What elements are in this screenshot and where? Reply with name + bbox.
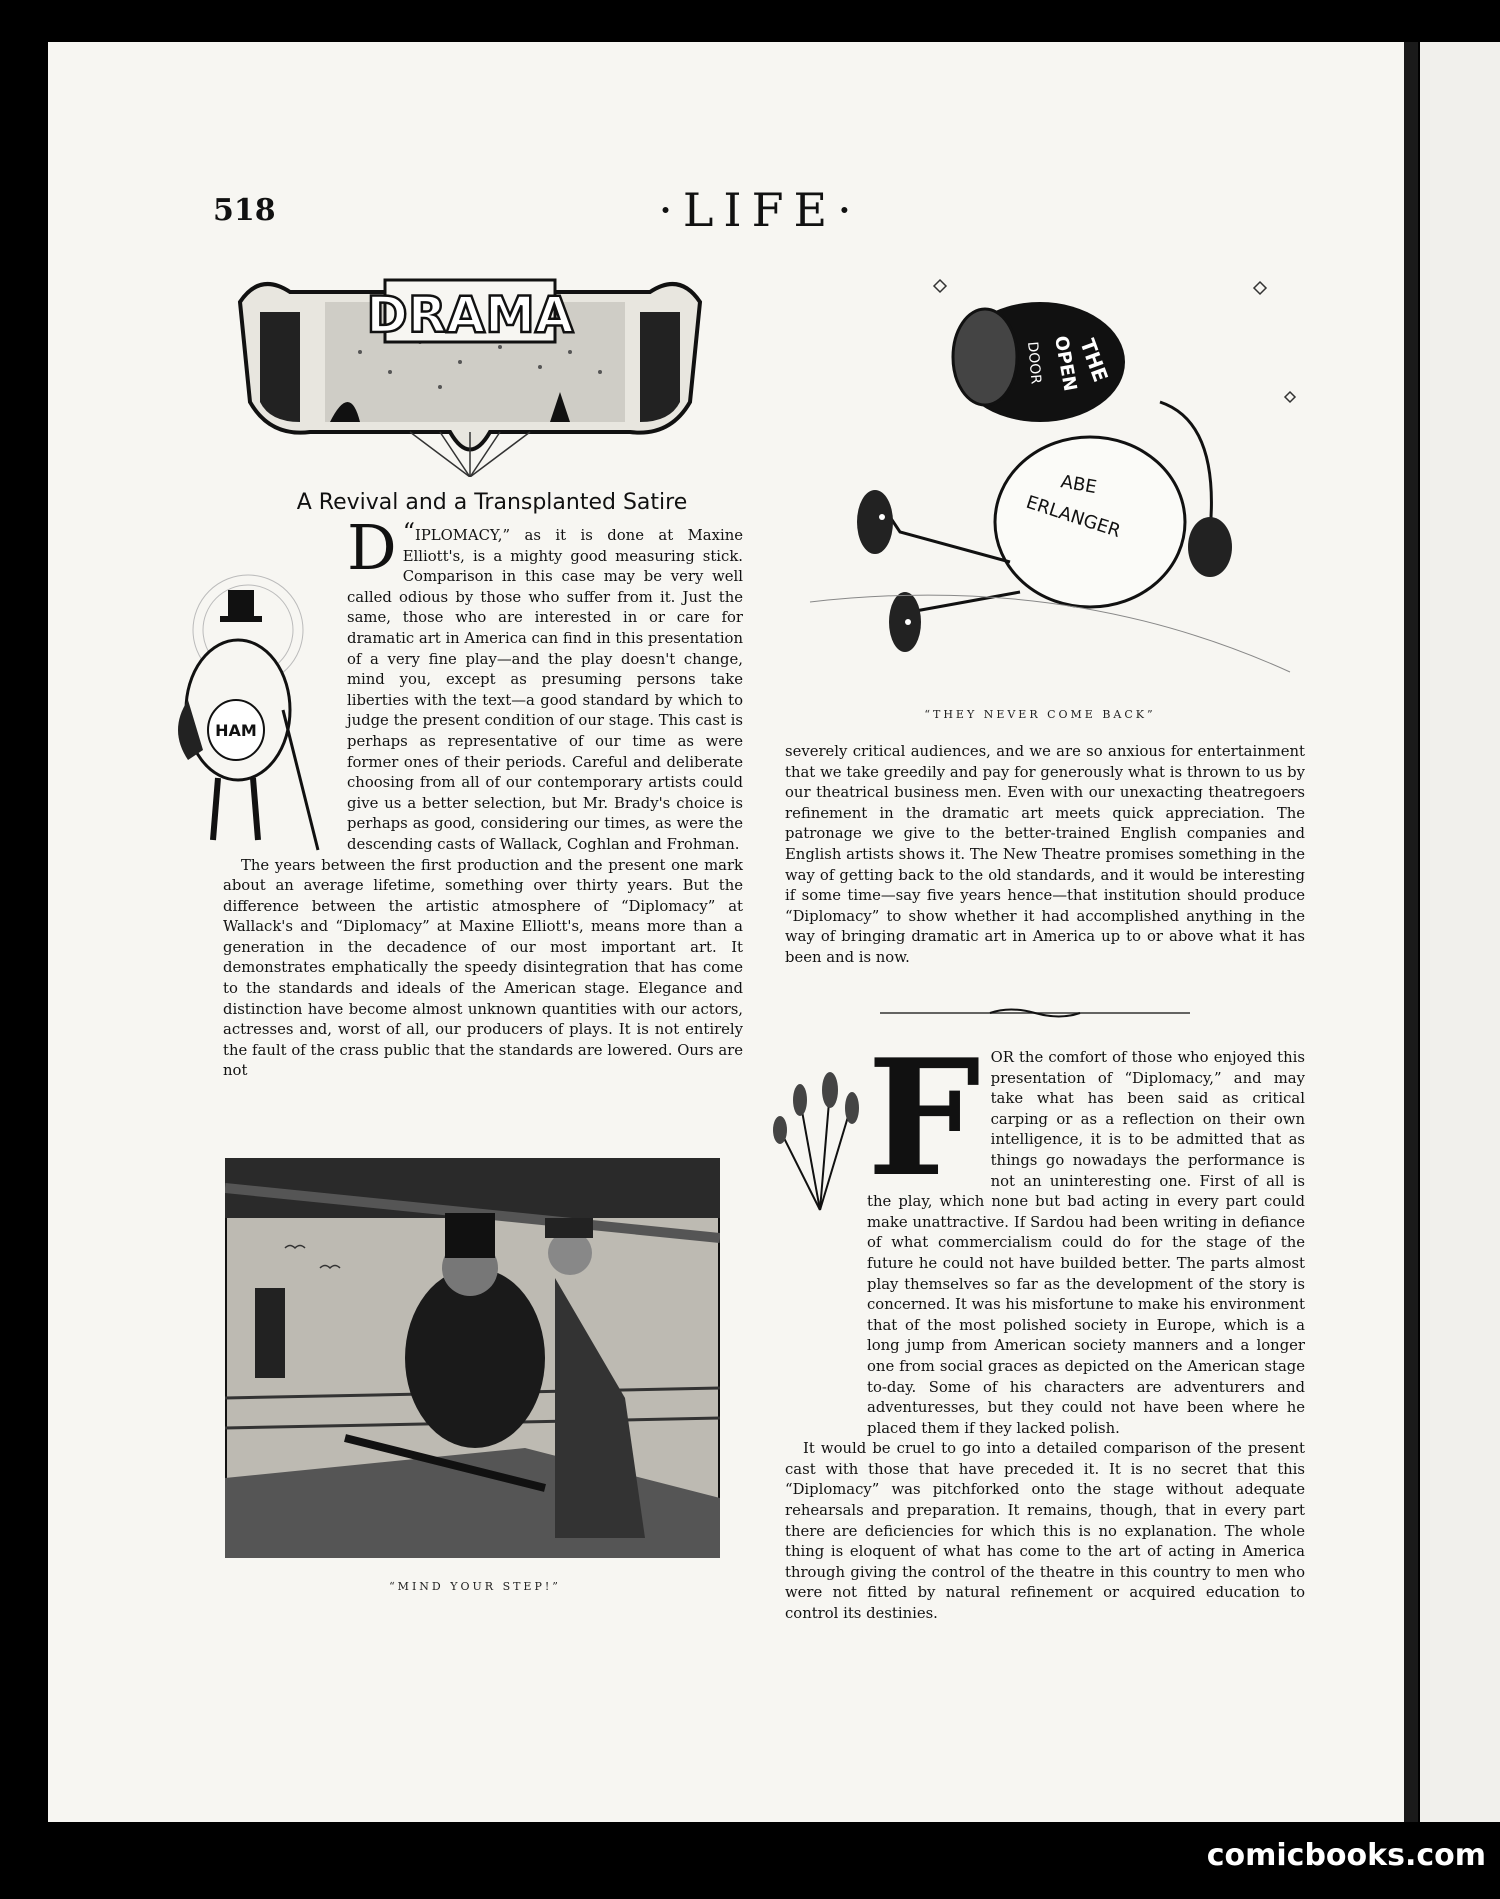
third-paragraph: severely critical audiences, and we are so anxious for entertainment that we take greedily and pay for generously what is thrown to us by our theatrical business men. Even with our unexacting theatregoers refinement in the dramatic art meets quick appreciation. The patronage we give to the better-trained English companies and English artists shows it. The New Theatre promises something in the way of getting back to the old standards, and it would be interesting if some time—say five years hence—that institution should produce “Diplomacy” to show whether it had accomplished anything in the way of bringing dramatic art in America up to or above what it has been and is now. <box>785 743 1305 966</box>
masthead-title: ·LIFE· <box>658 183 862 237</box>
fourth-paragraph: FOR the comfort of those who enjoyed this presentation of “Diplomacy,” and may take what has been said as critical carping or as a reflection on their own intelligence, it is to be admitted that as things go nowadays the performance is not an uninteresting one. First of all is the play, which none but bad acting in every part could make unattractive. If Sardou had been writing in defiance of what commercialism could do for the stage of the future he could not have builded better. The parts almost play themselves so far as the development of the story is concerned. It was his misfortune to make his environment that of the most polished society in Europe, which is a long jump from American society manners and a longer one from social graces as depicted on the American stage to-day. Some of his characters are adventurers and adventuresses, but they could not have been where he placed them if they lacked polish. <box>867 1024 1305 1437</box>
banner-label: DRAMA <box>366 286 574 344</box>
drop-cap-f: F <box>867 1024 981 1212</box>
article-column-left <box>223 511 743 1082</box>
section-divider <box>880 1006 1190 1020</box>
jar-label-line2: OPEN <box>1050 334 1081 393</box>
article-column-right-bottom <box>785 1024 1305 1625</box>
drama-banner <box>230 262 710 477</box>
jar-label-line3: DOOR <box>1024 340 1044 385</box>
page-number: 518 <box>213 193 276 228</box>
open-door-cartoon <box>770 272 1310 712</box>
watermark-text: comicbooks.com <box>1206 1838 1486 1873</box>
caption-mind-your-step: “MIND YOUR STEP!” <box>389 1580 561 1593</box>
second-paragraph: The years between the first production and the present one mark about an average lifetime, something over thirty years. But the difference between the artistic atmosphere of “Diplomacy” at Wallack's and “Diplomacy” at Maxine Elliott's, means more than a generation in the decadence of our most important art. It demonstrates emphatically the speedy disintegration that has come to the standards and ideals of the American stage. Elegance and distinction have become almost unknown quantities with our actors, actresses and, worst of all, our producers of plays. It is not entirely the fault of the crass public that the standards are lowered. Ours are not <box>223 856 743 1080</box>
article-title: A Revival and a Transplanted Satire <box>296 490 688 515</box>
belly-label-line1: ABE <box>1059 471 1099 499</box>
jar-label-line1: THE <box>1075 335 1113 386</box>
first-paragraph: “ D IPLOMACY,” as it is done at Maxine Elliott's, is a mighty good measuring stick. Comparison in this case may be very well called odious by those who suffer from it. Just the same, those who are interested in or care for dramatic art in America can find in this presentation of a very fine play—and the play doesn't change, mind you, except as presuming persons take liberties with the text—a good standard by which to judge the present condition of our stage. This cast is perhaps as representative of our time as were former ones of their periods. Careful and deliberate choosing from all of our contemporary artists could give us a better selection, but Mr. Brady's choice is perhaps as good, considering our times, as were the descending casts of Wallack, Coghlan and Frohman. <box>347 511 743 853</box>
caption-they-never-come-back: “THEY NEVER COME BACK” <box>924 708 1156 721</box>
drop-cap-d: D <box>347 511 397 584</box>
facing-page-edge <box>1420 42 1500 1822</box>
fifth-paragraph: It would be cruel to go into a detailed comparison of the present cast with those that have preceded it. It is no secret that this “Diplomacy” was pitchforked onto the stage without adequate rehearsals and preparation. It remains, though, that in every part there are deficiencies for which this is no explanation. The whole thing is eloquent of what has come to the art of acting in America through giving the control of the theatre in this country to men who were not fitted by natural refinement or acquired education to control its destinies. <box>785 1440 1305 1623</box>
article-column-right-top <box>785 742 1305 969</box>
page-gutter <box>1404 42 1418 1822</box>
mind-your-step-illustration <box>225 1158 720 1558</box>
ham-label: HAM <box>215 721 257 740</box>
opening-quote: “ <box>402 518 415 546</box>
belly-label-line2: ERLANGER <box>1023 491 1124 543</box>
